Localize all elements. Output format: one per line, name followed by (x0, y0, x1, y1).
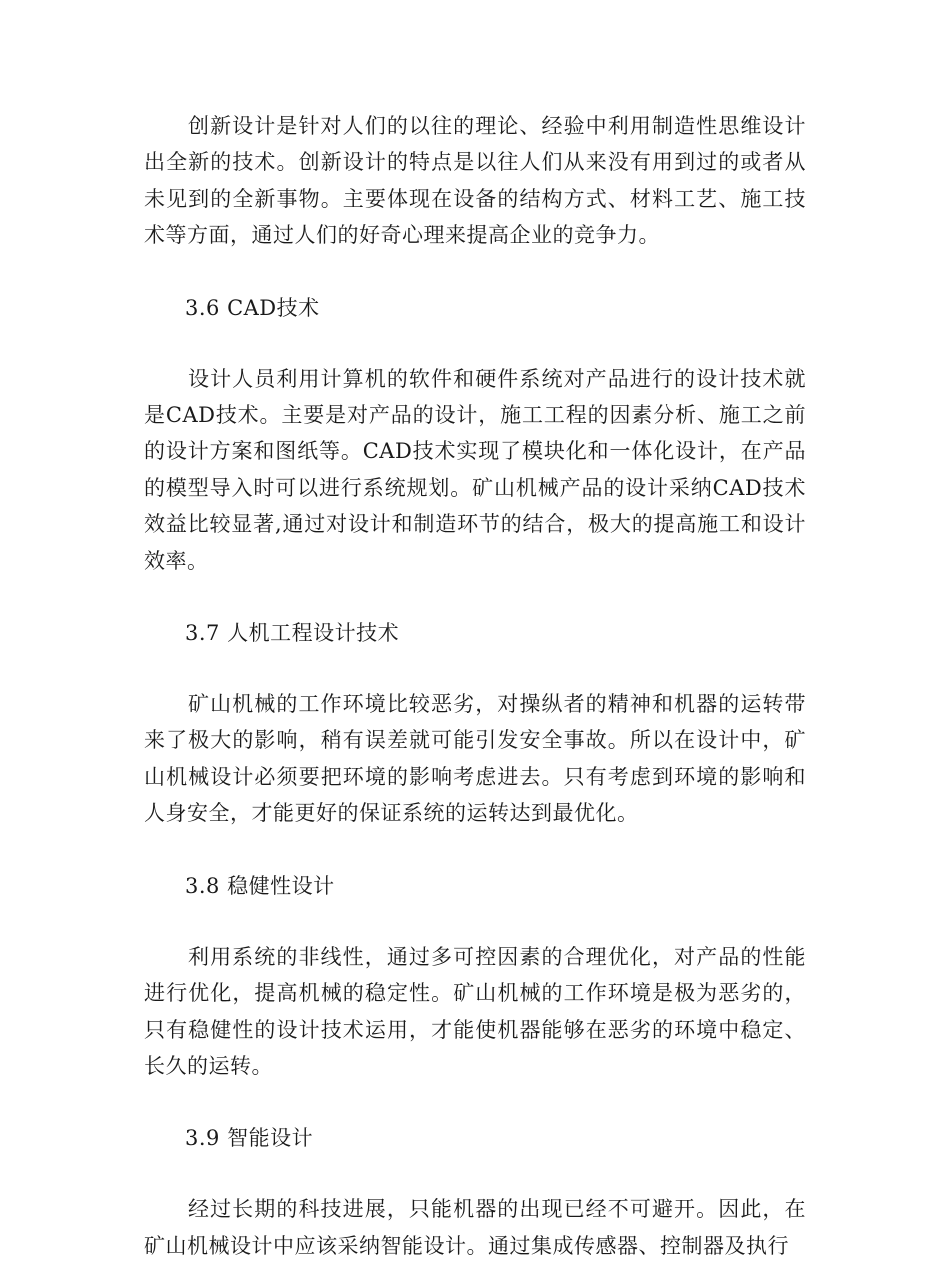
section-heading-3-7: 3.7 人机工程设计技术 (185, 621, 400, 646)
section-heading-3-8: 3.8 稳健性设计 (185, 873, 335, 898)
section-heading-3-9: 3.9 智能设计 (185, 1126, 314, 1151)
paragraph-innovative-design: 创新设计是针对人们的以往的理论、经验中利用制造性思维设计出全新的技术。创新设计的特点是以往人们从来没有用到过的或者从未见到的全新事物。主要体现在设备的结构方式、材料工艺、施工技术等方面，通过人们的好奇心理来提高企业的竞争力。 (144, 114, 806, 248)
paragraph-ergonomics: 矿山机械的工作环境比较恶劣，对操纵者的精神和机器的运转带来了极大的影响，稍有误差就可能引发安全事故。所以在设计中，矿山机械设计必须要把环境的影响考虑进去。只有考虑到环境的影响和人身安全，才能更好的保证系统的运转达到最优化。 (144, 692, 806, 826)
paragraph-intelligent-design: 经过长期的科技进展，只能机器的出现已经不可避开。因此，在矿山机械设计中应该采纳智能设计。通过集成传感器、控制器及执行 (144, 1197, 806, 1258)
section-heading-3-6: 3.6 CAD技术 (185, 295, 320, 320)
paragraph-robust-design: 利用系统的非线性，通过多可控因素的合理优化，对产品的性能进行优化，提高机械的稳定性。矿山机械的工作环境是极为恶劣的，只有稳健性的设计技术运用，才能使机器能够在恶劣的环境中稳定、长久的运转。 (144, 944, 806, 1078)
paragraph-cad-technology: 设计人员利用计算机的软件和硬件系统对产品进行的设计技术就是CAD技术。主要是对产品的设计，施工工程的因素分析、施工之前的设计方案和图纸等。CAD技术实现了模块化和一体化设计，在产品的模型导入时可以进行系统规划。矿山机械产品的设计采纳CAD技术效益比较显著,通过对设计和制造环节的结合，极大的提高施工和设计效率。 (144, 366, 806, 573)
